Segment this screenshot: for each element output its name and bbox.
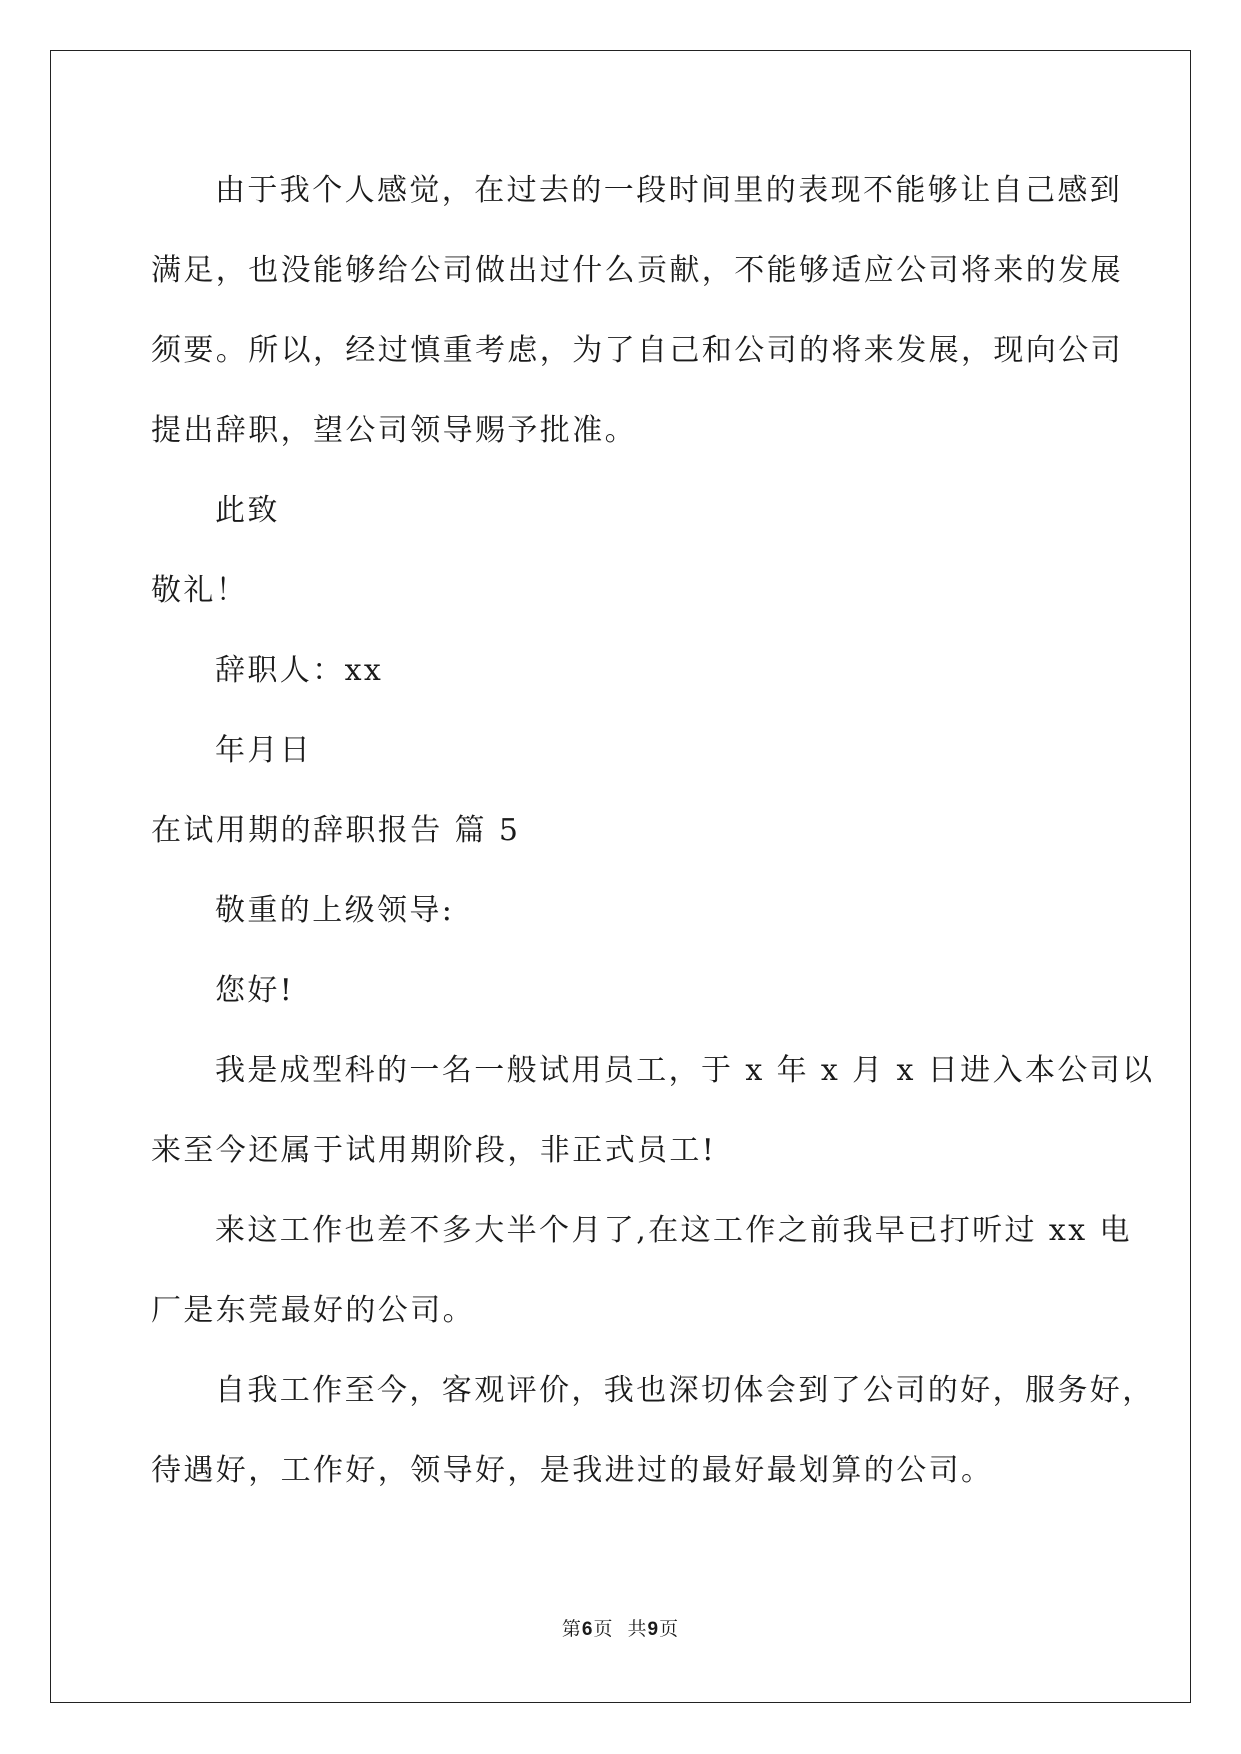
body-text-line: 满足，也没能够给公司做出过什么贡献，不能够适应公司将来的发展	[151, 253, 1123, 288]
body-text-line: 待遇好，工作好，领导好，是我进过的最好最划算的公司。	[151, 1453, 994, 1488]
body-text-line: 我是成型科的一名一般试用员工，于 x 年 x 月 x 日进入本公司以	[215, 1053, 1155, 1088]
body-text-line: 来至今还属于试用期阶段，非正式员工!	[151, 1133, 717, 1168]
footer-total-pages: 9	[647, 1619, 660, 1640]
footer-total-prefix: 共	[627, 1618, 648, 1640]
body-text-line: 提出辞职，望公司领导赐予批准。	[151, 413, 637, 448]
greeting-addressee: 敬重的上级领导:	[215, 893, 455, 928]
footer-page-prefix: 第	[561, 1618, 582, 1640]
closing-regards: 敬礼！	[151, 573, 249, 608]
footer-page-suffix: 页	[593, 1618, 614, 1640]
page-footer	[0, 1617, 1241, 1642]
footer-page-number: 6	[581, 1619, 594, 1640]
greeting: 您好!	[215, 973, 295, 1008]
body-text-line: 来这工作也差不多大半个月了,在这工作之前我早已打听过 xx 电	[215, 1213, 1132, 1248]
body-text-line: 厂是东莞最好的公司。	[151, 1293, 475, 1328]
closing-salutation: 此致	[215, 493, 280, 528]
section-heading: 在试用期的辞职报告 篇 5	[151, 813, 521, 848]
footer-total-suffix: 页	[659, 1618, 680, 1640]
body-text-line: 由于我个人感觉，在过去的一段时间里的表现不能够让自己感到	[215, 173, 1123, 208]
body-text-line: 须要。所以，经过慎重考虑，为了自己和公司的将来发展，现向公司	[151, 333, 1123, 368]
date-line: 年月日	[215, 733, 313, 768]
signature-line: 辞职人：xx	[215, 653, 384, 688]
body-text-line: 自我工作至今，客观评价，我也深切体会到了公司的好，服务好，	[215, 1373, 1155, 1408]
